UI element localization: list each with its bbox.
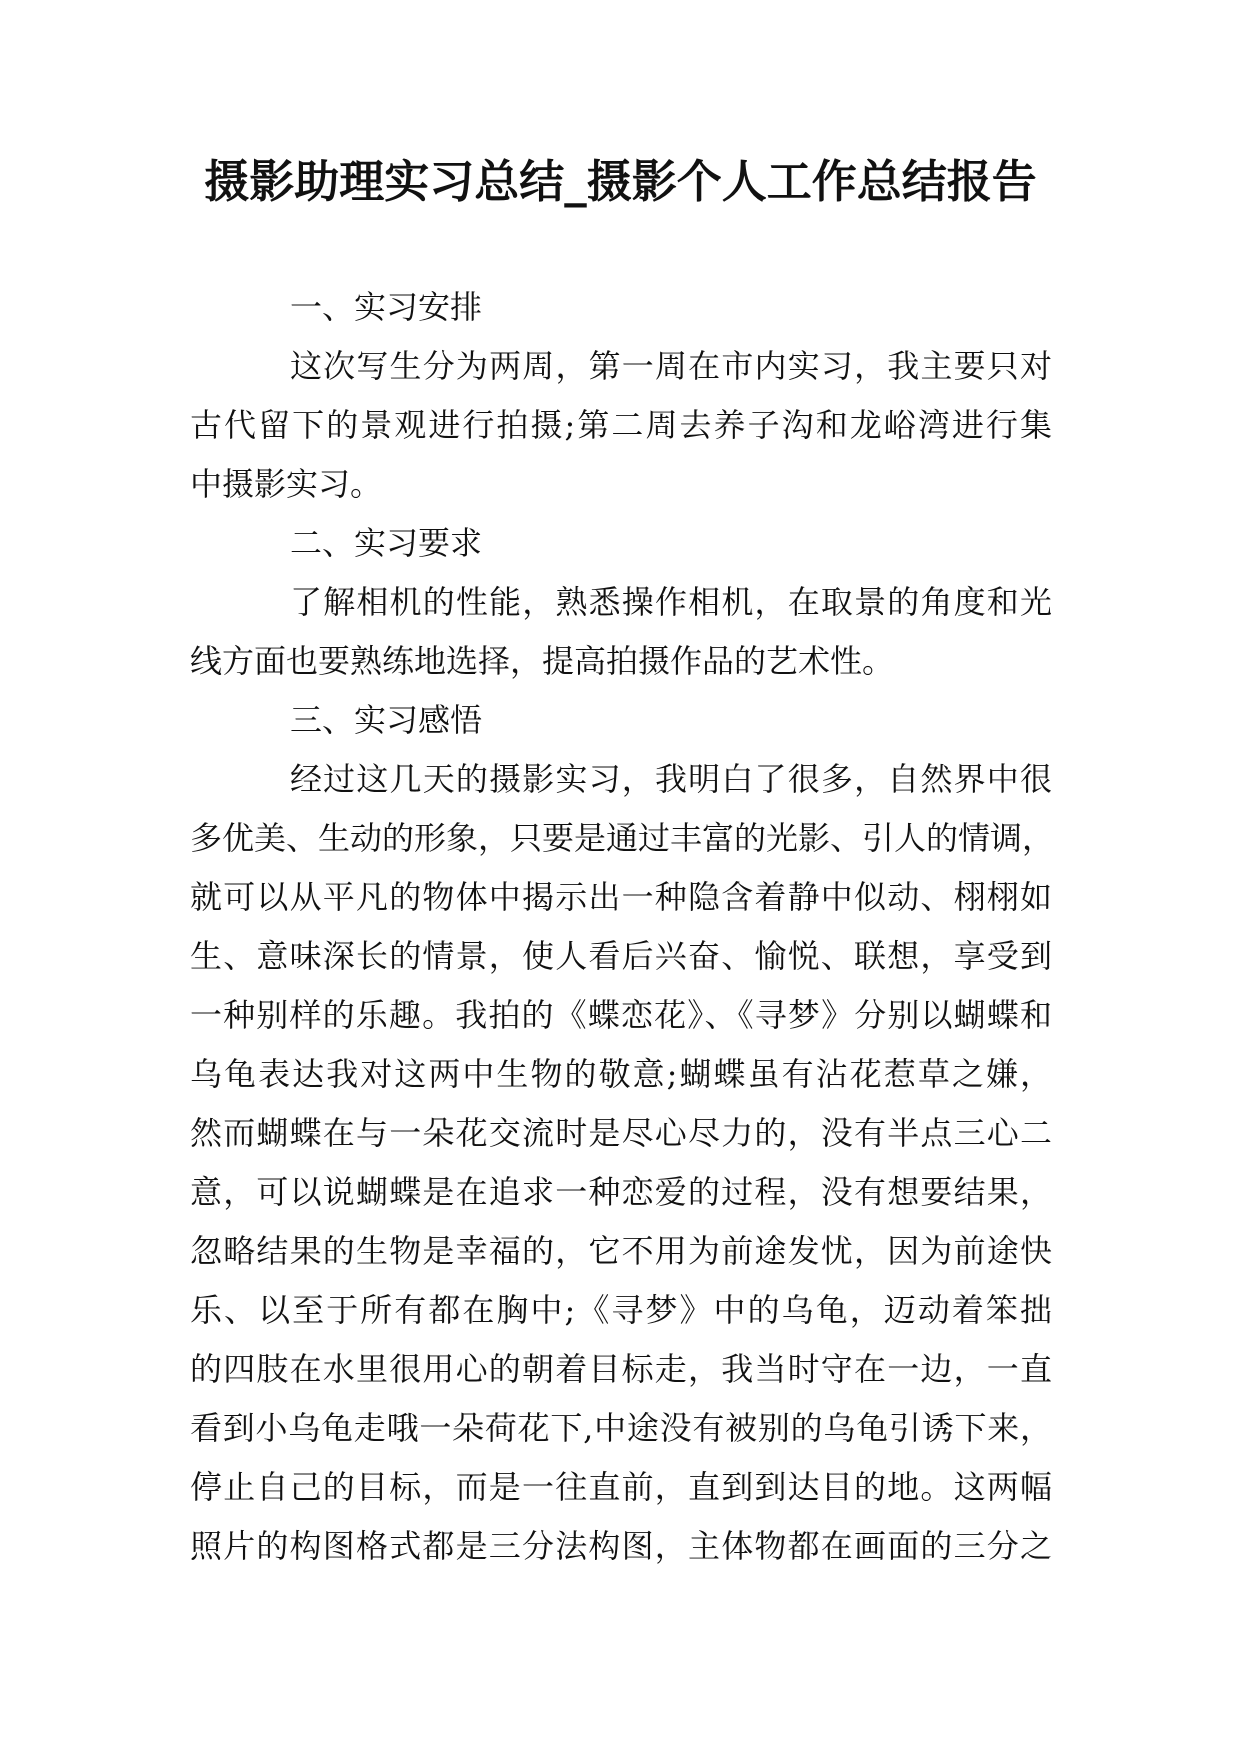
paragraph-line: 了解相机的性能，熟悉操作相机，在取景的角度和光 [290, 583, 1052, 621]
paragraph-line: 这次写生分为两周，第一周在市内实习，我主要只对 [290, 347, 1052, 385]
section-heading: 二、实习要求 [290, 524, 483, 562]
paragraph-line: 一种别样的乐趣。我拍的《蝶恋花》、《寻梦》分别以蝴蝶和 [190, 996, 1052, 1034]
paragraph-line: 乌龟表达我对这两中生物的敬意;蝴蝶虽有沾花惹草之嫌， [190, 1055, 1052, 1093]
paragraph-line: 中摄影实习。 [190, 465, 383, 503]
document-title: 摄影助理实习总结_摄影个人工作总结报告 [204, 155, 1037, 208]
section-heading: 三、实习感悟 [290, 701, 483, 739]
paragraph-line: 照片的构图格式都是三分法构图，主体物都在画面的三分之 [190, 1527, 1052, 1565]
paragraph-line: 意，可以说蝴蝶是在追求一种恋爱的过程，没有想要结果， [190, 1173, 1052, 1211]
paragraph-line: 生、意味深长的情景，使人看后兴奋、愉悦、联想，享受到 [190, 937, 1052, 975]
paragraph-line: 古代留下的景观进行拍摄;第二周去养子沟和龙峪湾进行集 [190, 406, 1052, 444]
paragraph-line: 就可以从平凡的物体中揭示出一种隐含着静中似动、栩栩如 [190, 878, 1052, 916]
paragraph-line: 停止自己的目标，而是一往直前，直到到达目的地。这两幅 [190, 1468, 1052, 1506]
paragraph-line: 经过这几天的摄影实习，我明白了很多，自然界中很 [290, 760, 1052, 798]
paragraph-line: 线方面也要熟练地选择，提高拍摄作品的艺术性。 [190, 642, 895, 680]
paragraph-line: 然而蝴蝶在与一朵花交流时是尽心尽力的，没有半点三心二 [190, 1114, 1052, 1152]
paragraph-line: 乐、以至于所有都在胸中;《寻梦》中的乌龟，迈动着笨拙 [190, 1291, 1052, 1329]
paragraph-line: 看到小乌龟走哦一朵荷花下,中途没有被别的乌龟引诱下来， [190, 1409, 1052, 1447]
document-body [190, 278, 1055, 1576]
paragraph-line: 多优美、生动的形象，只要是通过丰富的光影、引人的情调， [190, 819, 1055, 857]
paragraph-line: 的四肢在水里很用心的朝着目标走，我当时守在一边，一直 [190, 1350, 1052, 1388]
section-heading: 一、实习安排 [290, 288, 483, 326]
paragraph-line: 忽略结果的生物是幸福的，它不用为前途发忧，因为前途快 [190, 1232, 1052, 1270]
